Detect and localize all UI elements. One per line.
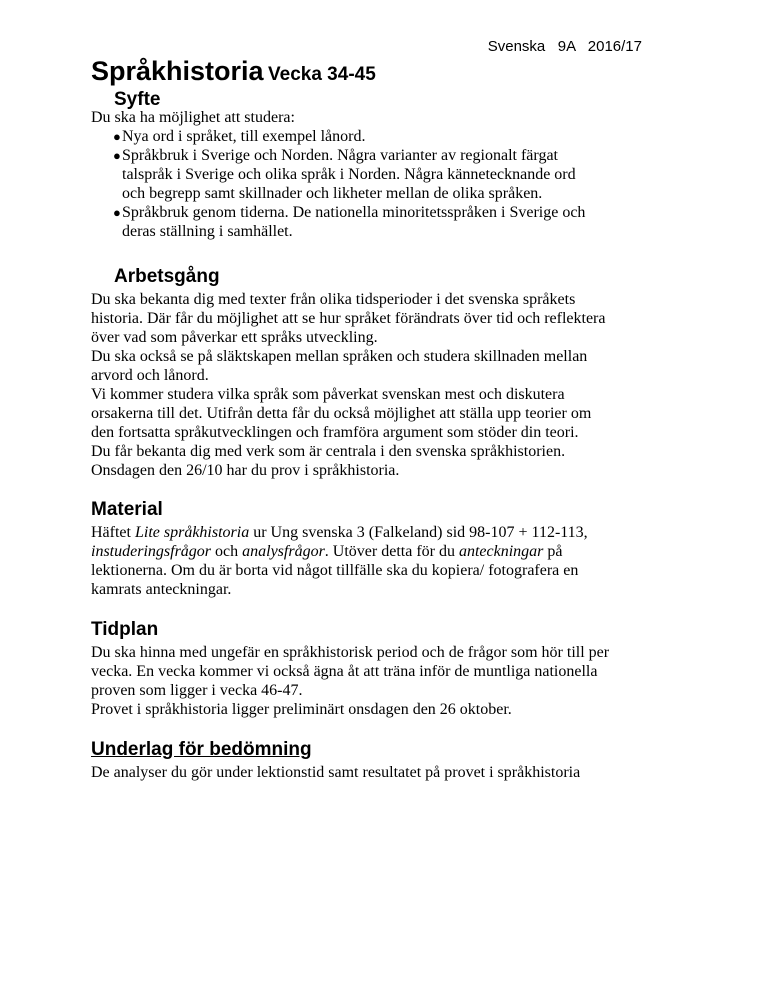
bullet-icon: ● (113, 205, 121, 220)
text-line: historia. Där får du möjlighet att se hur språket förändrats över tid och reflektera (91, 310, 606, 327)
tidplan-section (91, 618, 691, 719)
title-main: Språkhistoria (91, 56, 264, 86)
text-line: Vi kommer studera vilka språk som påverkat svenskan mest och diskutera (91, 386, 565, 403)
text-line: över vad som påverkar ett språks utveckling. (91, 329, 378, 346)
bullet-line: deras ställning i samhället. (122, 223, 293, 240)
text-line: Du ska hinna med ungefär en språkhistorisk period och de frågor som hör till per (91, 644, 610, 661)
text-line: Du ska också se på släktskapen mellan språken och studera skillnaden mellan (91, 348, 588, 365)
heading-arbetsgang: Arbetsgång (114, 266, 220, 287)
bullet-line: Nya ord i språket, till exempel lånord. (122, 128, 366, 145)
page-title (91, 56, 376, 87)
text-line: orsakerna till det. Utifrån detta får du också möjlighet att ställa upp teorier om (91, 405, 592, 422)
text-span: ur Ung svenska 3 (Falkeland) sid 98-107 + 112-113, (249, 524, 588, 541)
italic-term: instuderingsfrågor (91, 543, 212, 560)
text-span: Häftet (91, 524, 135, 541)
underlag-section (91, 738, 691, 782)
italic-term: anteckningar (458, 543, 544, 560)
booklet-title: Lite språkhistoria (134, 524, 250, 541)
text-line: den fortsatta språkutvecklingen och framföra argument som stöder din teori. (91, 424, 579, 441)
tidplan-text (91, 643, 691, 719)
text-span: . Utöver detta för du (324, 543, 459, 560)
italic-term: analysfrågor (242, 543, 325, 560)
course-header: Svenska 9A 2016/17 (487, 38, 642, 55)
heading-material: Material (91, 499, 163, 520)
bullet-item (91, 146, 691, 203)
bullet-item (91, 127, 691, 146)
bullet-line: Språkbruk genom tiderna. De nationella minoritetsspråken i Sverige och (122, 204, 586, 221)
bullet-icon: ● (113, 148, 121, 163)
heading-underlag: Underlag för bedömning (91, 739, 312, 760)
syfte-section (91, 108, 691, 241)
text-line: Onsdagen den 26/10 har du prov i språkhistoria. (91, 462, 400, 479)
bullet-line: talspråk i Sverige och olika språk i Norden. Några kännetecknande ord (122, 166, 576, 183)
text-line: vecka. En vecka kommer vi också ägna åt att träna inför de muntliga nationella (91, 663, 598, 680)
text-line: lektionerna. Om du är borta vid något tillfälle ska du kopiera/ fotografera en (91, 562, 579, 579)
text-line (91, 523, 691, 542)
text-line: Du ska bekanta dig med texter från olika tidsperioder i det svenska språkets (91, 291, 576, 308)
bullet-line: och begrepp samt skillnader och likheter mellan de olika språken. (122, 185, 543, 202)
text-line: kamrats anteckningar. (91, 581, 232, 598)
heading-syfte: Syfte (114, 89, 161, 110)
bullet-line: Språkbruk i Sverige och Norden. Några varianter av regionalt färgat (122, 147, 558, 164)
bullet-icon: ● (113, 129, 121, 144)
text-line: Du får bekanta dig med verk som är centrala i den svenska språkhistorien. (91, 443, 566, 460)
text-line (91, 542, 691, 561)
heading-tidplan: Tidplan (91, 619, 159, 640)
text-line: Provet i språkhistoria ligger preliminärt onsdagen den 26 oktober. (91, 701, 512, 718)
bullet-item (91, 203, 691, 241)
title-weeks: Vecka 34-45 (268, 64, 376, 85)
text-span: på (543, 543, 563, 560)
material-section (91, 498, 691, 599)
arbetsgang-section (91, 265, 691, 480)
arbetsgang-text (91, 290, 691, 480)
material-text (91, 523, 691, 599)
syfte-bullet-list (91, 127, 691, 241)
text-line: arvord och lånord. (91, 367, 209, 384)
text-span: och (211, 543, 243, 560)
underlag-text: De analyser du gör under lektionstid samt resultatet på provet i språkhistoria (91, 764, 581, 781)
text-line: proven som ligger i vecka 46-47. (91, 682, 303, 699)
syfte-intro: Du ska ha möjlighet att studera: (91, 109, 295, 126)
